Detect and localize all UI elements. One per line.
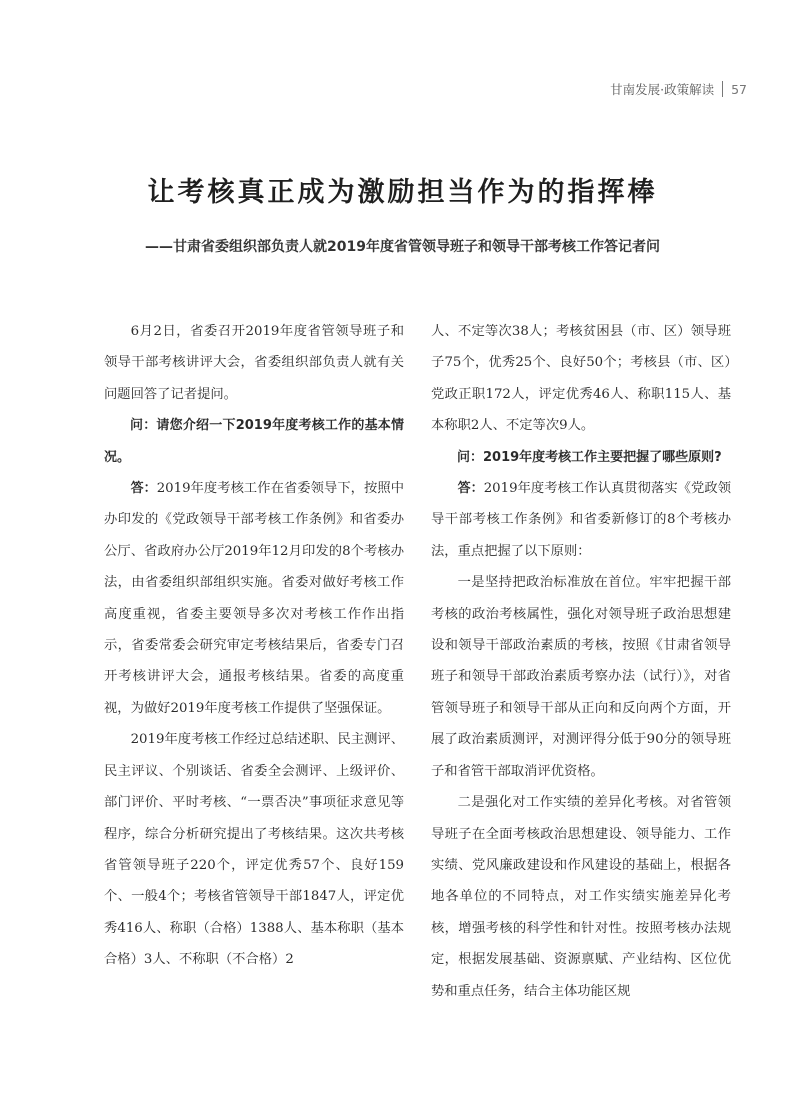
principle-1-paragraph: 一是坚持把政治标准放在首位。牢牢把握干部考核的政治考核属性，强化对领导班子政治思想建设和领导干部政治素质的考核，按照《甘肃省领导班子和领导干部政治素质考察办法（试行）》，对省管领导班子和领导干部从正向和反向两个方面，开展了政治素质测评，对测评得分低于90分的领导班子和省管干部取消评优资格。 [431, 575, 731, 779]
page-header [610, 79, 747, 99]
page-number: 57 [731, 81, 747, 97]
article-title: 让考核真正成为激励担当作为的指挥棒 [147, 177, 658, 208]
answer-2 [431, 473, 731, 567]
question-1: 问：请您介绍一下2019年度考核工作的基本情况。 [104, 418, 404, 465]
right-column [431, 316, 731, 1007]
answer-label: 答： [457, 481, 484, 497]
results-continued: 人、不定等次38人；考核贫困县（市、区）领导班子75个，优秀25个、良好50个；考核县（市、区）党政正职172人，评定优秀46人、称职115人、基本称职2人、不定等次9人。 [431, 324, 731, 434]
principle-2-paragraph: 二是强化对工作实绩的差异化考核。对省管领导班子在全面考核政治思想建设、领导能力、工作实绩、党风廉政建设和作风建设的基础上，根据各地各单位的不同特点，对工作实绩实施差异化考核，增强考核的科学性和针对性。按照考核办法规定，根据发展基础、资源禀赋、产业结构、区位优势和重点任务，结合主体功能区规 [431, 795, 731, 999]
question-2: 问：2019年度考核工作主要把握了哪些原则? [457, 449, 722, 465]
answer-1-text: 2019年度考核工作在省委领导下，按照中办印发的《党政领导干部考核工作条例》和省委办公厅、省政府办公厅2019年12月印发的8个考核办法，由省委组织部组织实施。省委对做好考核工作高度重视，省委主要领导多次对考核工作作出指示，省委常委会研究审定考核结果后，省委专门召开考核讲评大会，通报考核结果。省委的高度重视，为做好2019年度考核工作提供了坚强保证。 [104, 481, 404, 716]
section-label: 甘南发展·政策解读 [610, 82, 715, 97]
results-paragraph: 2019年度考核工作经过总结述职、民主测评、民主评议、个别谈话、省委全会测评、上级评价、部门评价、平时考核、“一票否决”事项征求意见等程序，综合分析研究提出了考核结果。这次共考核省管领导班子220个，评定优秀57个、良好159个、一般4个；考核省管领导干部1847人，评定优秀416人、称职（合格）1388人、基本称职（基本合格）3人、不称职（不合格）2 [104, 732, 404, 968]
answer-2-text: 2019年度考核工作认真贯彻落实《党政领导干部考核工作条例》和省委新修订的8个考核办法，重点把握了以下原则： [431, 481, 731, 559]
intro-paragraph: 6月2日，省委召开2019年度省管领导班子和领导干部考核讲评大会，省委组织部负责人就有关问题回答了记者提问。 [104, 324, 404, 402]
header-divider [722, 81, 723, 97]
answer-label: 答： [130, 481, 157, 497]
article-subtitle: ——甘肃省委组织部负责人就2019年度省管领导班子和领导干部考核工作答记者问 [145, 239, 660, 255]
left-column [104, 316, 404, 976]
answer-1 [104, 473, 404, 724]
